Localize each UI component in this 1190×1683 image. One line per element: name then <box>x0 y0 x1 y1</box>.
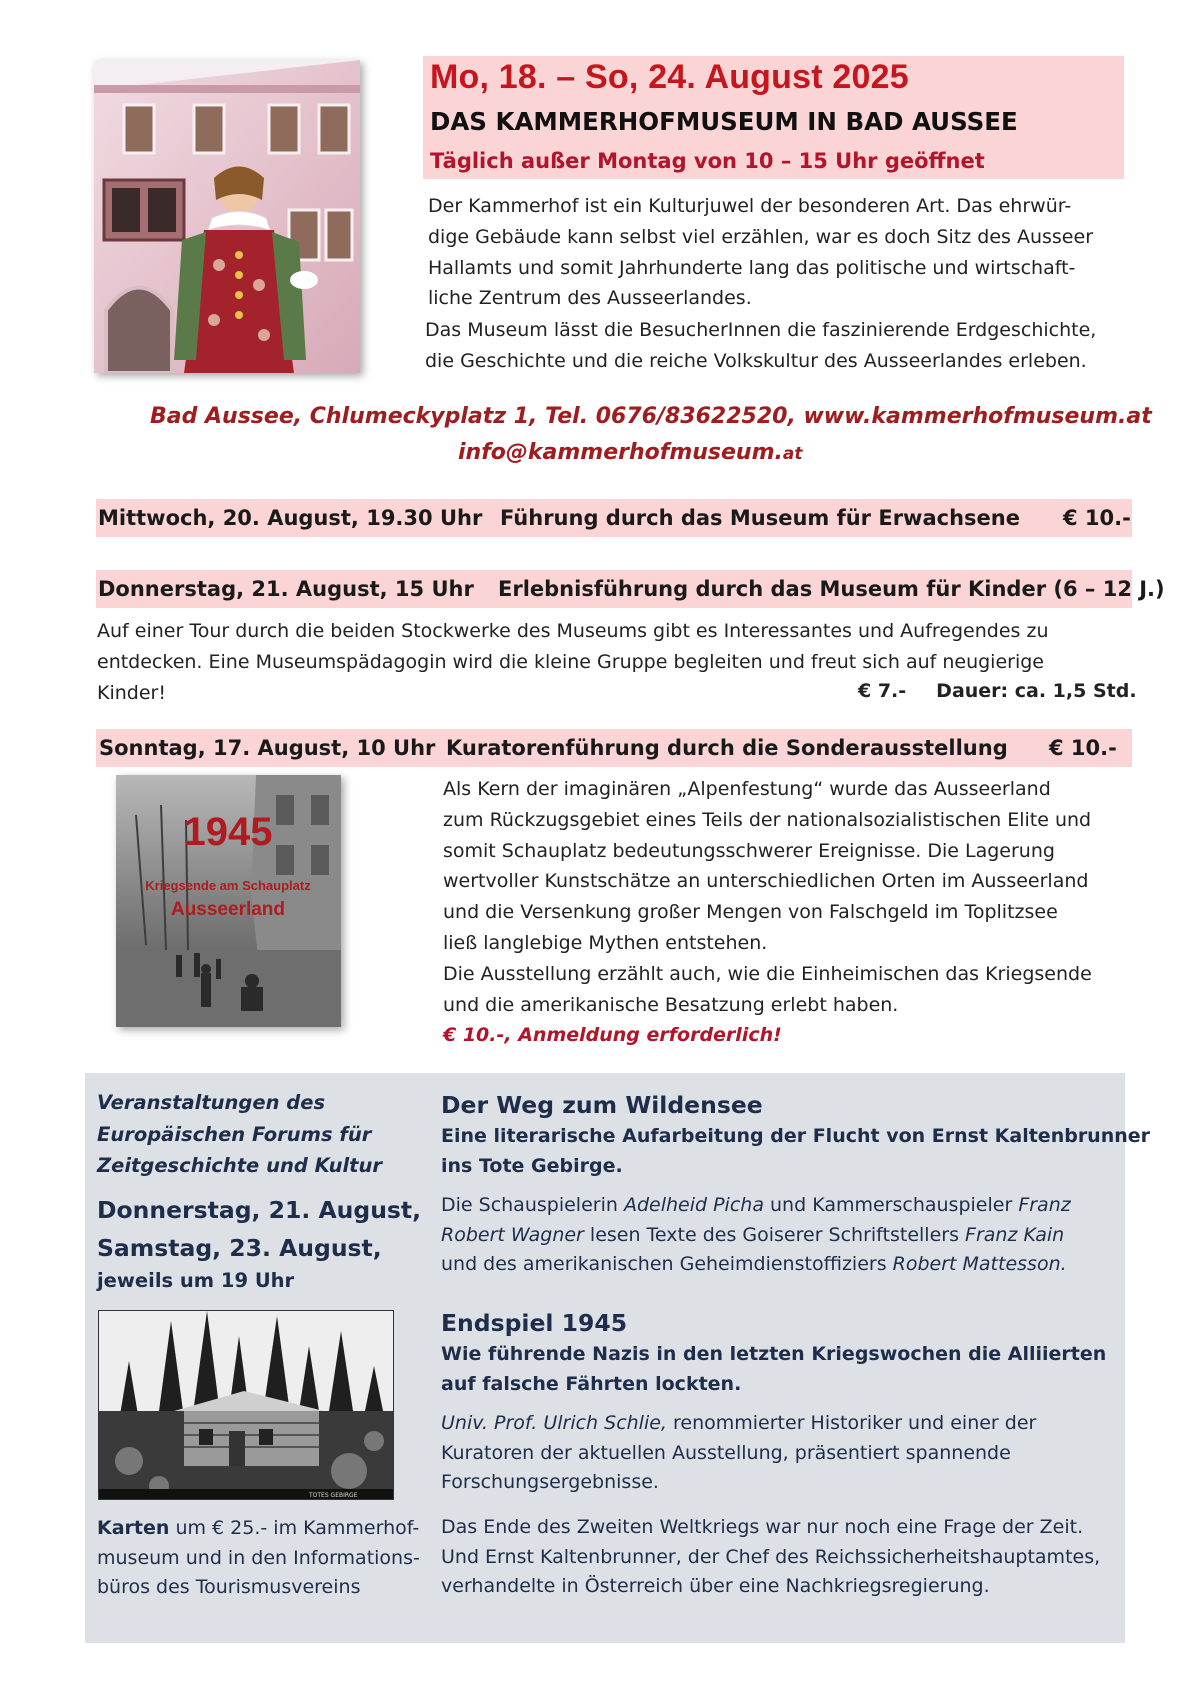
event-title: Führung durch das Museum für Erwachsene <box>500 506 1020 530</box>
forum-date-line: Samstag, 23. August, <box>97 1234 382 1262</box>
event-price: € 10.- <box>1063 506 1131 530</box>
desc-line: wertvoller Kunstschätze an unterschiedlichen Orten im Ausseerland <box>443 870 1089 893</box>
endspiel-title: Endspiel 1945 <box>441 1309 628 1337</box>
intro-paragraph-1 <box>428 191 1093 314</box>
event-price: € 10.- <box>1049 736 1117 760</box>
exhibition-description <box>443 774 1092 1020</box>
performer-name: Robert Wagner <box>441 1223 584 1246</box>
book-region: Ausseerland <box>170 899 286 920</box>
body-text: und des amerikanischen Geheimdienstoffiziers <box>441 1253 893 1275</box>
contact-address: Bad Aussee, Chlumeckyplatz 1, Tel. 0676/83622520, www.kammerhofmuseum.at <box>150 404 1152 429</box>
wildensee-body <box>441 1191 1071 1280</box>
forum-time: jeweils um 19 Uhr <box>97 1269 295 1292</box>
forum-title <box>97 1087 382 1182</box>
body-text: Und Ernst Kaltenbrunner, der Chef des Reichssicherheitshauptamtes, <box>441 1545 1101 1568</box>
body-text: und Kammerschauspieler <box>763 1194 1019 1216</box>
museum-title: DAS KAMMERHOFMUSEUM IN BAD AUSSEE <box>430 107 1018 136</box>
body-text: lesen Texte des Goiserer Schriftstellers <box>583 1223 966 1246</box>
desc-line: entdecken. Eine Museumspädagogin wird die kleine Gruppe begleiten und freut sich auf neugierige <box>97 650 1044 673</box>
desc-line: und die amerikanische Besatzung erlebt haben. <box>443 993 899 1016</box>
desc-line: ließ langlebige Mythen entstehen. <box>443 931 768 954</box>
tickets-line: um € 25.- im Kammerhof- <box>169 1517 420 1539</box>
svg-text:TOTES GEBIRGE: TOTES GEBIRGE <box>309 1492 358 1499</box>
museum-building-photo <box>94 60 360 373</box>
performer-name: Franz <box>1018 1194 1071 1216</box>
body-text: Forschungsergebnisse. <box>441 1471 659 1493</box>
kids-tour-meta <box>858 676 1137 707</box>
body-text: Kuratoren der aktuellen Ausstellung, präsentiert spannende <box>441 1441 1011 1464</box>
endspiel-body <box>441 1409 1036 1498</box>
intro-line: Das Museum lässt die BesucherInnen die faszinierende Erdgeschichte, <box>425 319 1097 341</box>
subtitle-line: Eine literarische Aufarbeitung der Flucht von Ernst Kaltenbrunner <box>441 1125 1151 1147</box>
intro-line: Hallamts und somit Jahrhunderte lang das politische und wirtschaft- <box>428 256 1076 279</box>
subtitle-line: ins Tote Gebirge. <box>441 1154 623 1177</box>
body-text: Das Ende des Zweiten Weltkriegs war nur noch eine Frage der Zeit. <box>441 1516 1084 1538</box>
intro-line: Der Kammerhof ist ein Kulturjuwel der besonderen Art. Das ehrwür- <box>428 195 1072 217</box>
date-range-title: Mo, 18. – So, 24. August 2025 <box>430 58 909 96</box>
forum-title-line: Veranstaltungen des <box>97 1091 326 1114</box>
exhibition-book-cover <box>116 775 341 1027</box>
tickets-line: büros des Tourismusvereins <box>97 1576 361 1598</box>
wildensee-title: Der Weg zum Wildensee <box>441 1091 763 1119</box>
body-text: renommierter Historiker und einer der <box>666 1412 1037 1434</box>
speaker-name: Univ. Prof. Ulrich Schlie, <box>441 1412 667 1434</box>
desc-line: somit Schauplatz bedeutungsschwerer Ereignisse. Die Lagerung <box>443 839 1055 862</box>
desc-line: Kinder! <box>97 681 166 704</box>
subtitle-line: auf falsche Fährten lockten. <box>441 1372 742 1395</box>
forum-title-line: Europäischen Forums für <box>97 1122 372 1146</box>
ticket-info <box>97 1514 420 1603</box>
body-text: Die Schauspielerin <box>441 1194 624 1216</box>
contact-email[interactable] <box>458 440 803 465</box>
subtitle-line: Wie führende Nazis in den letzten Kriegswochen die Alliierten <box>441 1343 1107 1365</box>
forum-title-line: Zeitgeschichte und Kultur <box>97 1154 383 1177</box>
event-title: Erlebnisführung durch das Museum für Kinder (6 – 12 J.) <box>498 577 1165 601</box>
email-main: info@kammerhofmuseum. <box>458 440 783 465</box>
kids-tour-price: € 7.- <box>858 680 907 702</box>
mountain-hut-photo <box>98 1310 394 1500</box>
kids-tour-duration: Dauer: ca. 1,5 Std. <box>936 680 1137 702</box>
body-text: verhandelte in Österreich über eine Nachkriegsregierung. <box>441 1575 990 1597</box>
book-subtitle: Kriegsende am Schauplatz <box>145 878 311 893</box>
event-date: Sonntag, 17. August, 10 Uhr <box>99 736 436 760</box>
performer-name: Adelheid Picha <box>623 1194 764 1216</box>
wildensee-subtitle <box>441 1122 1150 1181</box>
tickets-label: Karten <box>97 1517 170 1539</box>
desc-line: zum Rückzugsgebiet eines Teils der nationalsozialistischen Elite und <box>443 808 1092 831</box>
registration-note: € 10.-, Anmeldung erforderlich! <box>443 1024 782 1046</box>
endspiel-subtitle <box>441 1340 1106 1399</box>
intro-paragraph-2 <box>425 315 1096 377</box>
book-year: 1945 <box>183 810 273 854</box>
intro-line: die Geschichte und die reiche Volkskultur des Ausseerlandes erleben. <box>425 349 1087 372</box>
tickets-line: museum und in den Informations- <box>97 1546 420 1569</box>
email-tld: at <box>782 444 803 464</box>
desc-line: und die Versenkung großer Mengen von Falschgeld im Toplitzsee <box>443 901 1058 924</box>
author-name: Franz Kain <box>965 1223 1065 1246</box>
desc-line: Als Kern der imaginären „Alpenfestung“ wurde das Ausseerland <box>443 778 1051 800</box>
opening-hours: Täglich außer Montag von 10 – 15 Uhr geöffnet <box>430 149 985 173</box>
intro-line: dige Gebäude kann selbst viel erzählen, war es doch Sitz des Ausseer <box>428 225 1093 248</box>
forum-date-line: Donnerstag, 21. August, <box>97 1196 422 1224</box>
forum-dates <box>97 1191 421 1267</box>
desc-line: Auf einer Tour durch die beiden Stockwerke des Museums gibt es Interessantes und Aufregendes zu <box>97 620 1049 642</box>
event-date: Donnerstag, 21. August, 15 Uhr <box>98 577 474 601</box>
event-date: Mittwoch, 20. August, 19.30 Uhr <box>98 506 483 530</box>
event-title: Kuratorenführung durch die Sonderausstellung <box>446 736 1008 760</box>
desc-line: Die Ausstellung erzählt auch, wie die Einheimischen das Kriegsende <box>443 962 1092 985</box>
intro-line: liche Zentrum des Ausseerlandes. <box>428 287 752 310</box>
endspiel-body-2 <box>441 1513 1100 1602</box>
author-name: Robert Mattesson. <box>892 1253 1067 1275</box>
